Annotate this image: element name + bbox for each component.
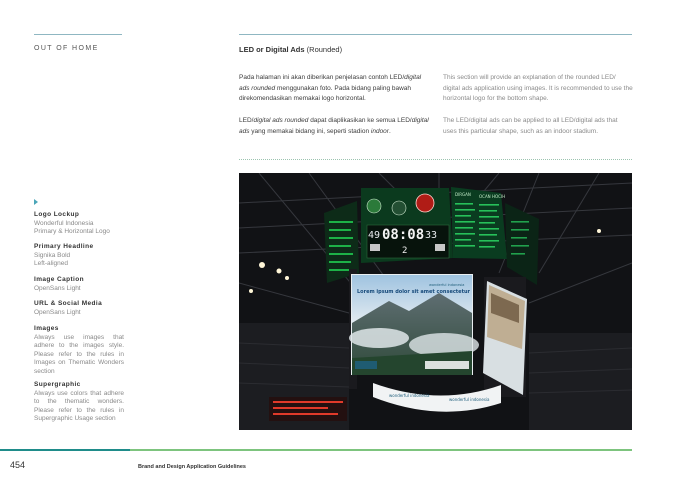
ring-brand-1: wonderful indonesia [389,393,430,398]
sidebar-item-body: Signika Bold [34,251,71,259]
clock-display: 08:08 [382,227,425,243]
sidebar-item-image-caption [34,276,124,293]
sidebar-item-body: Always use colors that adhere to the thematic wonders. Please refer to the rules in Supergraphic Usage section [34,389,124,422]
footer-bar-green [130,449,632,451]
sidebar-item-title: Primary Headline [34,243,94,250]
page-number: 454 [10,460,26,470]
sidebar-item-body: Always use images that adhere to the images style. Please refer to the rules in Images on Thematic Wonders section [34,333,124,375]
team-right-label: OCAN HOCIH [479,194,506,199]
sidebar-item-url-social [34,300,124,317]
top-rule-right [239,34,632,35]
intro-id-para-2: LED/digital ads rounded dapat diaplikasikan ke semua LED/digital ads yang memakai bidang ini, seperti stadion indoor. [239,117,429,135]
sidebar-item-title: Images [34,325,59,332]
heading-suffix: (Rounded) [306,45,343,54]
page-heading [239,45,342,54]
footer-title: Brand and Design Application Guidelines [138,464,246,470]
sidebar-item-images [34,325,124,376]
sidebar-item-title: Logo Lockup [34,211,80,218]
ad-brand: wonderful indonesia [429,283,465,287]
sidebar-item-body: OpenSans Light [34,284,81,292]
sidebar-item-logo-lockup [34,211,124,237]
sidebar-item-title: Image Caption [34,276,84,283]
intro-id-para-1: Pada halaman ini akan diberikan penjelasan contoh LED/digital ads rounded menggunakan foto. Pada bidang paling bawah direkomendasikan memakai logo horizontal. [239,74,422,102]
score-right: 33 [425,230,438,241]
intro-en-para-1: This section will provide an explanation of the rounded LED/ digital ads application using images. It is recommended to use the horizontal logo for the bottom shape. [443,74,633,102]
intro-en-para-2: The LED/digital ads can be applied to all LED/digital ads that uses this particular shape, such as an indoor stadium. [443,117,618,135]
heading-title: LED or Digital Ads [239,45,305,54]
stadium-led-photo [239,173,632,430]
sidebar-item-supergraphic [34,381,124,424]
sidebar-item-body: Wonderful Indonesia [34,219,94,227]
section-divider [239,159,632,160]
chevron-right-icon [34,199,38,205]
sidebar-item-body: Left-aligned [34,260,68,267]
sidebar-item-primary-headline [34,243,124,269]
sidebar-item-body: OpenSans Light [34,308,81,316]
ad-headline: Lorem ipsum dolor sit amet consectetur [357,289,470,295]
period-display: 2 [402,246,408,256]
team-left-label: DIRGAN [455,192,471,197]
sidebar-item-title: URL & Social Media [34,300,103,307]
stadium-scoreboard-illustration [239,173,632,430]
sidebar-item-body: Primary & Horizontal Logo [34,228,110,235]
top-rule-left [34,34,122,35]
sidebar-item-title: Supergraphic [34,381,81,388]
score-left: 49 [368,230,381,241]
section-label: OUT OF HOME [34,45,99,52]
footer-bar-teal [0,449,130,451]
led-ad-panel [349,274,479,375]
ring-brand-2: wonderful indonesia [449,397,490,402]
